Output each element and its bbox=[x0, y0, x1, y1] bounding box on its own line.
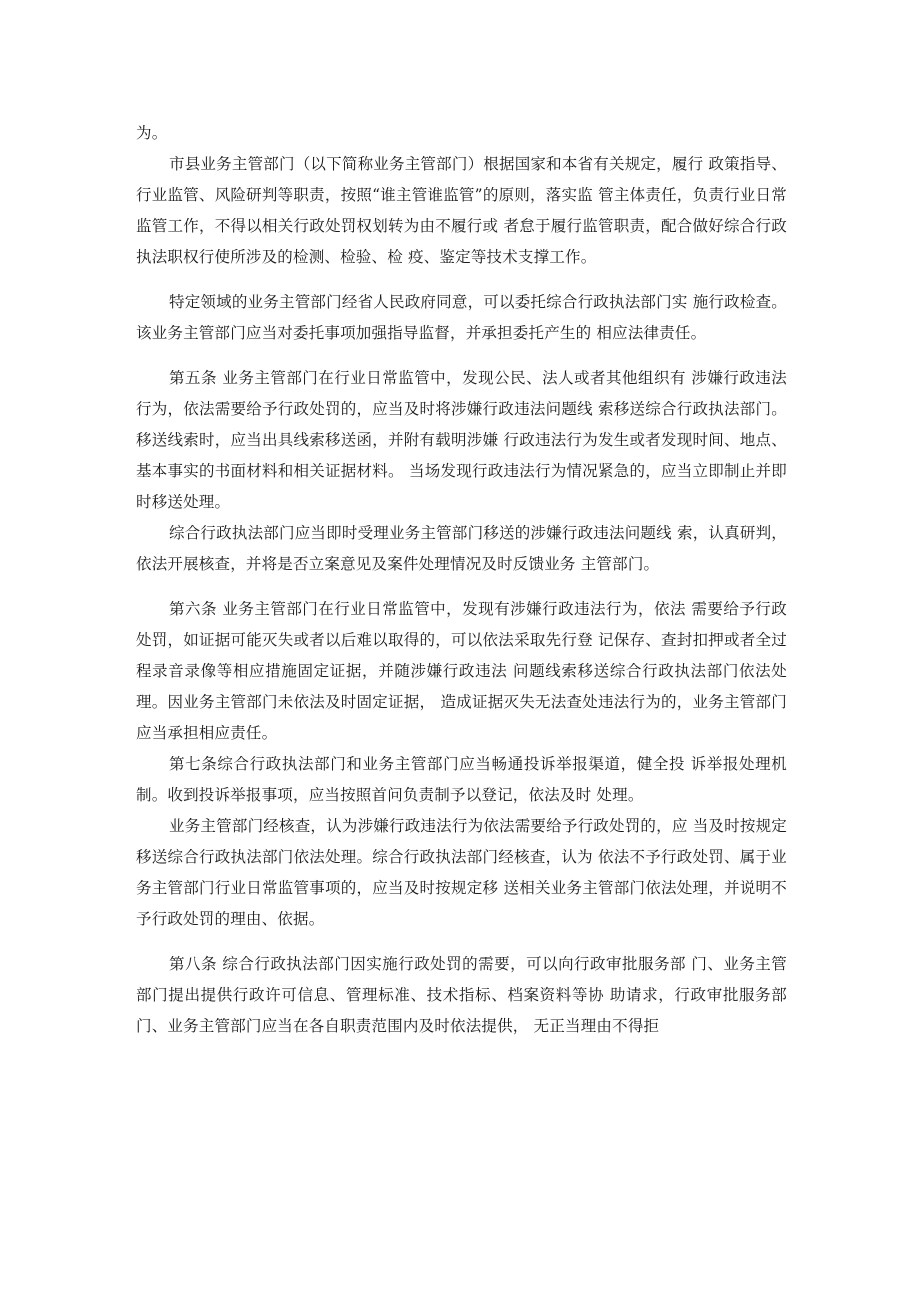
paragraph-gap bbox=[136, 273, 787, 287]
paragraph-gap bbox=[136, 580, 787, 594]
paragraph-article-8: 第八条 综合行政执法部门因实施行政处罚的需要，可以向行政审批服务部 门、业务主管部门提出提供行政许可信息、管理标准、技术指标、档案资料等协 助请求，行政审批服务部门、业务主管部门应当在各自职责范围内及时依法提供， 无正当理由不得拒 bbox=[136, 955, 787, 1035]
paragraph-continuation: 为。 bbox=[136, 124, 168, 142]
paragraph-article-7-verification: 业务主管部门经核查，认为涉嫌行政违法行为依法需要给予行政处罚的，应 当及时按规定移送综合行政执法部门依法处理。综合行政执法部门经核查，认为 依法不予行政处罚、属于业务主管部门行业日常监管事项的，应当及时按规定移 送相关业务主管部门依法处理，并说明不予行政处罚的理由、依据。 bbox=[136, 817, 787, 928]
paragraph-article-7: 第七条综合行政执法部门和业务主管部门应当畅通投诉举报渠道，健全投 诉举报处理机制。收到投诉举报事项，应当按照首问负责制予以登记，依法及时 处理。 bbox=[136, 755, 787, 804]
paragraph-supervision-duties: 市县业务主管部门（以下简称业务主管部门）根据国家和本省有关规定，履行 政策指导、行业监管、风险研判等职责，按照“谁主管谁监管”的原则，落实监 管主体责任，负责行业日常监管工作，不得以相关行政处罚权划转为由不履行或 者怠于履行监管职责，配合做好综合行政执法职权行使所涉及的检测、检验、检 疫、鉴定等技术支撑工作。 bbox=[136, 155, 787, 266]
paragraph-delegated-inspection: 特定领域的业务主管部门经省人民政府同意，可以委托综合行政执法部门实 施行政检查。该业务主管部门应当对委托事项加强指导监督，并承担委托产生的 相应法律责任。 bbox=[136, 293, 787, 342]
paragraph-article-5: 第五条 业务主管部门在行业日常监管中，发现公民、法人或者其他组织有 涉嫌行政违法行为，依法需要给予行政处罚的，应当及时将涉嫌行政违法问题线 索移送综合行政执法部门。移送线索时，应当出具线索移送函，并附有载明涉嫌 行政违法行为发生或者发现时间、地点、基本事实的书面材料和相关证据材料。 当场发现行政违法行为情况紧急的，应当立即制止并即时移送处理。 bbox=[136, 369, 787, 511]
paragraph-gap bbox=[136, 349, 787, 363]
paragraph-gap bbox=[136, 935, 787, 949]
document-page bbox=[136, 118, 787, 1042]
paragraph-article-5-feedback: 综合行政执法部门应当即时受理业务主管部门移送的涉嫌行政违法问题线 索，认真研判，依法开展核查，并将是否立案意见及案件处理情况及时反馈业务 主管部门。 bbox=[136, 524, 787, 573]
paragraph-article-6: 第六条 业务主管部门在行业日常监管中，发现有涉嫌行政违法行为，依法 需要给予行政处罚，如证据可能灭失或者以后难以取得的，可以依法采取先行登 记保存、查封扣押或者全过程录音录像等相应措施固定证据，并随涉嫌行政违法 问题线索移送综合行政执法部门依法处理。因业务主管部门未依法及时固定证据， 造成证据灭失无法查处违法行为的，业务主管部门应当承担相应责任。 bbox=[136, 600, 787, 742]
